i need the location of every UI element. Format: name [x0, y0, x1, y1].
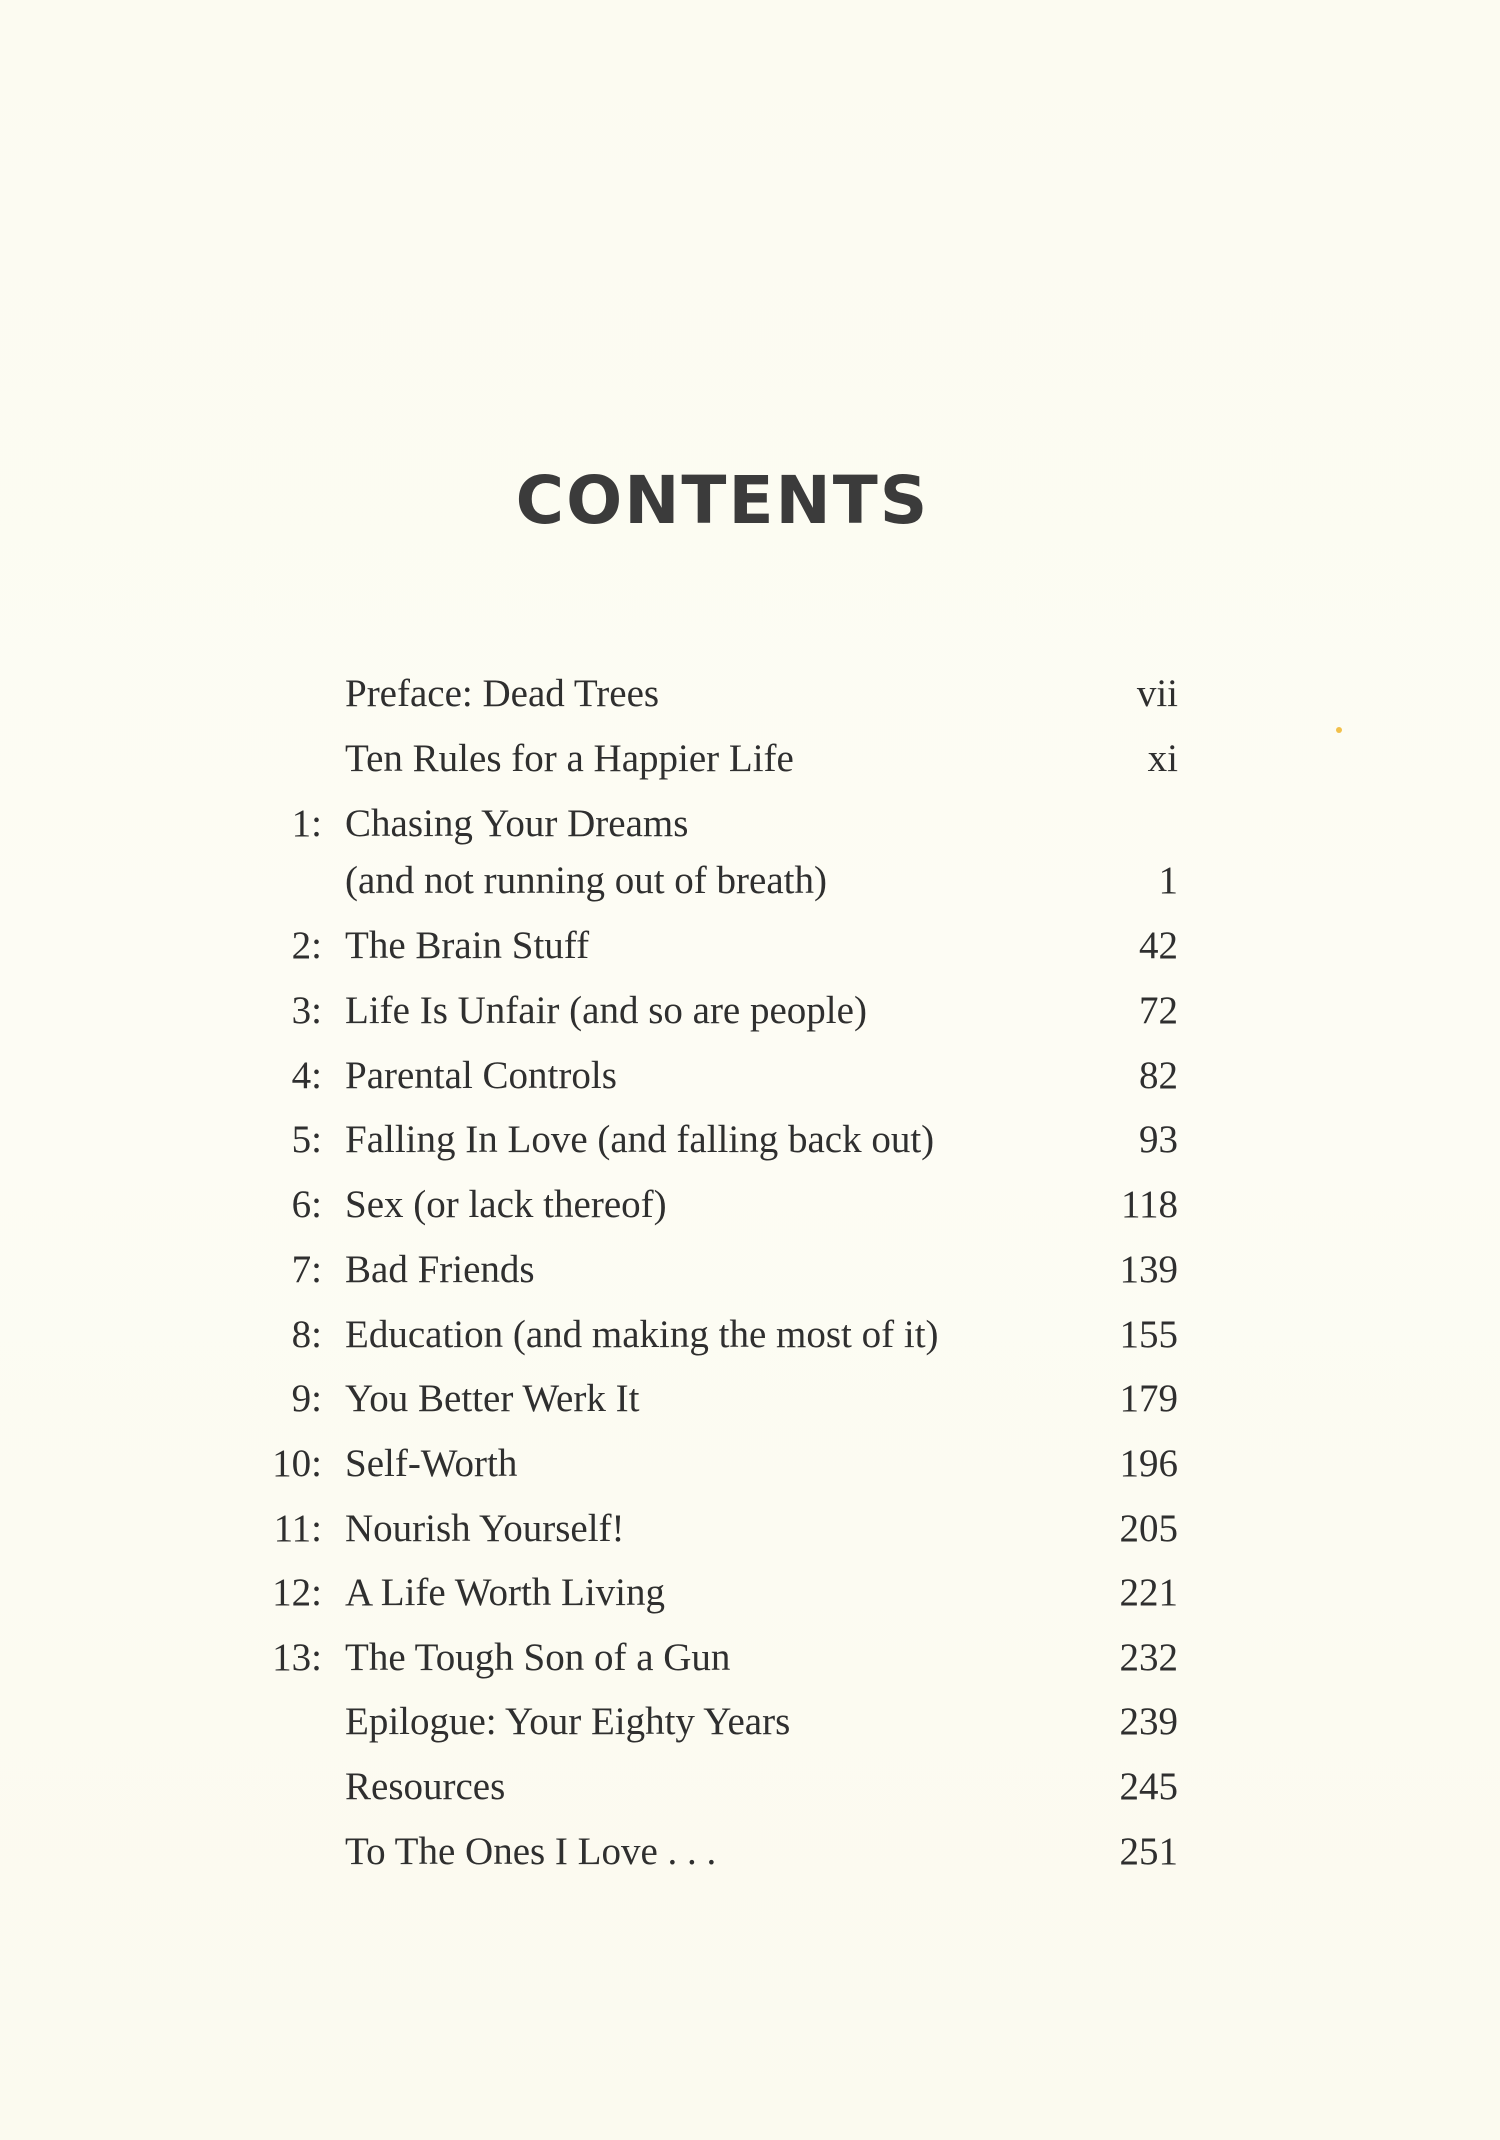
toc-entry-number: 10: [272, 1442, 322, 1485]
toc-entry-page: 139 [1119, 1248, 1178, 1291]
toc-entry-subtitle: (and not running out of breath) [345, 859, 827, 902]
toc-entry-title: The Tough Son of a Gun [345, 1636, 731, 1679]
page-title: CONTENTS [515, 462, 930, 539]
toc-entry-number: 4: [291, 1054, 322, 1097]
toc-entry-number: 12: [272, 1571, 322, 1614]
toc-entry-number: 6: [291, 1183, 322, 1226]
toc-entry-title: Nourish Yourself! [345, 1507, 625, 1550]
toc-entry-title: Life Is Unfair (and so are people) [345, 989, 867, 1032]
toc-entry-page: 251 [1119, 1830, 1178, 1873]
toc-entry-title: Bad Friends [345, 1248, 535, 1291]
toc-entry-title: Education (and making the most of it) [345, 1313, 939, 1356]
toc-entry-title: The Brain Stuff [345, 924, 590, 967]
toc-entry-page: 42 [1139, 924, 1178, 967]
toc-entry-page: 179 [1119, 1377, 1178, 1420]
toc-entry-number: 7: [291, 1248, 322, 1291]
toc-entry-page: 205 [1119, 1507, 1178, 1550]
toc-entry-page: 1 [1158, 859, 1178, 902]
toc-entry-title: Falling In Love (and falling back out) [345, 1118, 935, 1161]
toc-entry-number: 3: [291, 989, 322, 1032]
paper-speck [1336, 727, 1342, 733]
toc-entry-page: 239 [1119, 1700, 1178, 1743]
toc-entry-title: Chasing Your Dreams [345, 802, 689, 845]
toc-entry-page: 118 [1120, 1183, 1178, 1226]
toc-entry-title: You Better Werk It [345, 1377, 640, 1420]
toc-entry-page: 155 [1119, 1313, 1178, 1356]
toc-entry-page: xi [1147, 737, 1178, 780]
toc-entry-title: Preface: Dead Trees [345, 672, 660, 715]
toc-entry-page: 93 [1139, 1118, 1178, 1161]
toc-entry-title: A Life Worth Living [345, 1571, 666, 1614]
toc-entry-page: 245 [1119, 1765, 1178, 1808]
toc-entry-number: 8: [291, 1313, 322, 1356]
toc-entry-page: 232 [1119, 1636, 1178, 1679]
toc-entry-number: 5: [291, 1118, 322, 1161]
toc-entry-title: To The Ones I Love . . . [345, 1830, 717, 1873]
toc-entry-number: 9: [291, 1377, 322, 1420]
toc-entry-number: 11: [273, 1507, 322, 1550]
toc-entry-page: 82 [1139, 1054, 1178, 1097]
toc-entry-title: Epilogue: Your Eighty Years [345, 1700, 791, 1743]
toc-entry-page: 72 [1139, 989, 1178, 1032]
toc-entry-number: 2: [291, 924, 322, 967]
toc-entry-title: Ten Rules for a Happier Life [345, 737, 794, 780]
toc-entry-title: Sex (or lack thereof) [345, 1183, 667, 1226]
toc-entry-page: 196 [1119, 1442, 1178, 1485]
toc-entry-page: 221 [1119, 1571, 1178, 1614]
toc-entry-number: 13: [272, 1636, 322, 1679]
toc-entry-title: Parental Controls [345, 1054, 617, 1097]
toc-entry-page: vii [1136, 672, 1178, 715]
toc-entry-number: 1: [291, 802, 322, 845]
toc-entry-title: Resources [345, 1765, 506, 1808]
toc-entry-title: Self-Worth [345, 1442, 518, 1485]
